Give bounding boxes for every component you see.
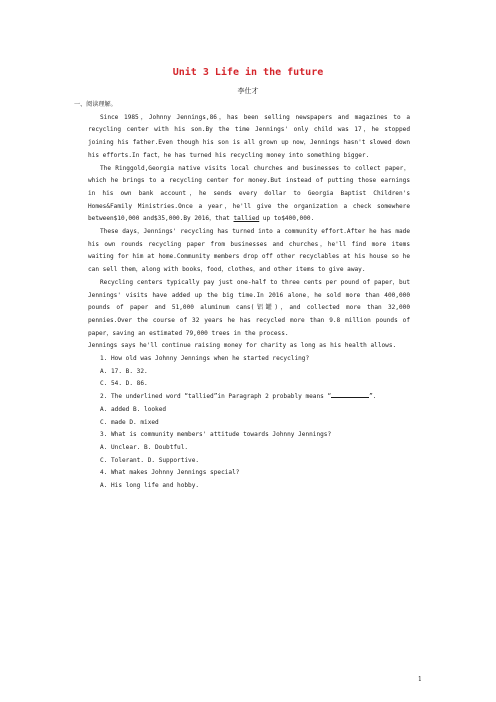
paragraph-2-text-a: The Ringgold,Georgia native visits local churches and businesses to collect paper，which he brings to a recycling center for money.But instead of putting those earnings in his own bank account，he sends every dollar to Georgia Baptist Children's Homes&Family Ministries.Once a year，he'll give the organization a check somewhere between$10,000 and$35,000.By 2016，that xyxy=(88,164,410,223)
author-name: 李仕才 xyxy=(237,87,259,95)
paragraph-4: Recycling centers typically pay just one-half to three cents per pound of paper，but Jennings' visits have added up the big time.In 2016 alone，he sold more than 400,000 pounds of paper and 51,000 aluminum cans(铝罐)，and collected more than 32,000 pennies.Over the course of 32 years he has recycled more than 9.8 million pounds of paper，saving an estimated 79,000 trees in the process. xyxy=(88,278,410,337)
question-2 xyxy=(88,391,410,404)
question-2-options-cd: C. made D. mixed xyxy=(100,418,159,426)
page-number: 1 xyxy=(418,676,422,683)
question-2-options-ab: A. added B. looked xyxy=(100,405,167,413)
paragraph-3: These days，Jennings' recycling has turned into a community effort.After he has made his own rounds recycling paper from businesses and churches，he'll find more items waiting for him at home.Community members drop off other recyclables at his house so he can sell them，along with books，food，clothes，and other items to give away. xyxy=(88,228,410,274)
answer-blank xyxy=(331,391,369,398)
section-heading: 一、阅读理解。 xyxy=(74,101,117,108)
paragraph-2-text-b: up to$400,000. xyxy=(259,215,315,223)
document-body xyxy=(74,99,410,493)
question-1: 1. How old was Johnny Jennings when he started recycling? xyxy=(100,355,310,363)
question-4: 4. What makes Johnny Jennings special? xyxy=(100,469,240,477)
question-2-text-a: 2. The underlined word “tallied”in Paragraph 2 probably means “ xyxy=(100,393,332,401)
paragraph-5: Jennings says he'll continue raising money for charity as long as his health allows. xyxy=(88,342,397,350)
question-3: 3. What is community members' attitude towards Johnny Jennings? xyxy=(100,431,332,439)
question-1-options-cd: C. 54. D. 86. xyxy=(100,380,148,388)
underlined-word: tallied xyxy=(233,215,260,223)
question-1-options-ab: A. 17. B. 32. xyxy=(100,367,148,375)
question-2-text-b: ”. xyxy=(369,393,377,401)
question-4-option-a: A. His long life and hobby. xyxy=(100,482,200,490)
question-3-options-ab: A. Unclear. B. Doubtful. xyxy=(100,443,189,451)
paragraph-1: Since 1985，Johnny Jennings,86，has been selling newspapers and magazines to a recycling center with his son.By the time Jennings' only child was 17，he stopped joining his father.Even though his son is all grown up now，Jennings hasn't slowed down his efforts.In fact，he has turned his recycling money into something bigger. xyxy=(88,113,410,159)
document-title: Unit 3 Life in the future xyxy=(172,67,324,78)
paragraph-2 xyxy=(88,163,410,227)
question-3-options-cd: C. Tolerant. D. Supportive. xyxy=(100,456,200,464)
